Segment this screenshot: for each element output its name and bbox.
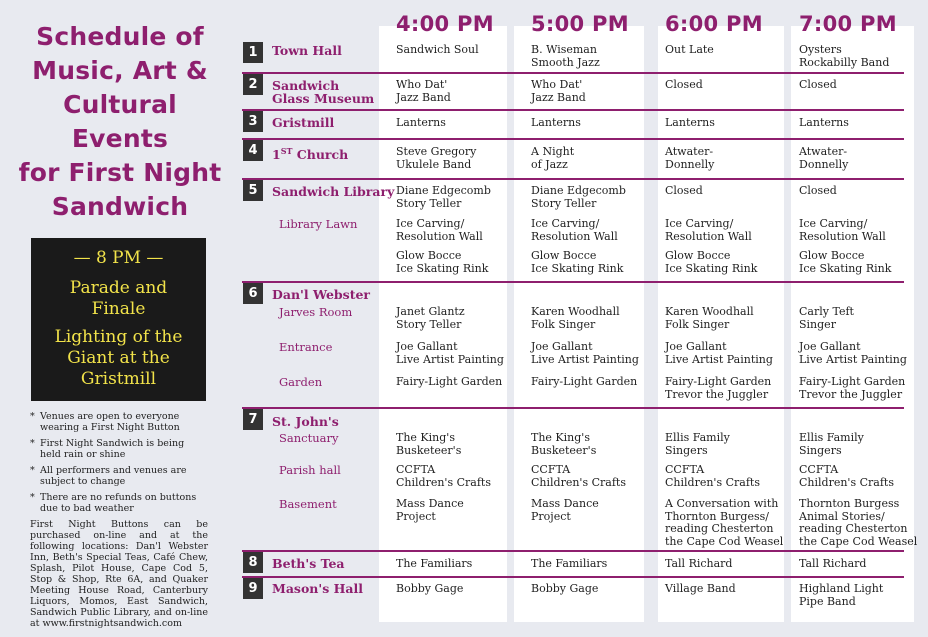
cell-line: Joe Gallant xyxy=(396,340,458,353)
schedule-cell xyxy=(665,464,760,489)
cell-line: Who Dat' xyxy=(531,78,583,91)
schedule-cell xyxy=(396,185,491,210)
cell-line: Lanterns xyxy=(531,116,581,129)
schedule-cell xyxy=(396,558,472,571)
note-item: * Venues are open to everyone wearing a First Night Button xyxy=(30,411,180,433)
cell-line: Diane Edgecomb xyxy=(531,184,626,197)
schedule-cell xyxy=(665,583,736,596)
cell-line: Lanterns xyxy=(799,116,849,129)
cell-line: Children's Crafts xyxy=(531,475,626,489)
venue-number: 3 xyxy=(243,111,263,132)
cell-line: CCFTA xyxy=(665,463,705,476)
cell-line: Sandwich Soul xyxy=(396,43,479,56)
venue-danl-webster: Dan'l Webster xyxy=(272,287,371,302)
asterisk-icon: * xyxy=(30,438,35,449)
cell-line: Children's Crafts xyxy=(396,475,491,489)
cell-line: Singers xyxy=(665,443,708,457)
schedule-cell xyxy=(799,376,905,401)
cell-line: Fairy-Light Garden xyxy=(799,375,906,388)
venue-first-church: 1ST Church xyxy=(272,146,349,163)
cell-line: Singers xyxy=(799,443,842,457)
cell-line: Live Artist Painting xyxy=(799,352,907,366)
schedule-cell xyxy=(531,146,574,171)
venue-st-johns: St. John's xyxy=(272,414,339,429)
schedule-cell xyxy=(531,250,623,275)
cell-line: Glow Bocce xyxy=(799,249,865,262)
cell-line: Project xyxy=(531,509,571,523)
cell-line: Highland Light xyxy=(799,582,884,595)
cell-line: Pipe Band xyxy=(799,594,856,608)
schedule-cell xyxy=(531,432,596,457)
cell-line: CCFTA xyxy=(531,463,571,476)
cell-line: Ellis Family xyxy=(665,431,730,444)
subvenue-parish-hall: Parish hall xyxy=(279,463,341,477)
cell-line: Karen Woodhall xyxy=(665,305,754,318)
cell-line: Atwater- xyxy=(799,145,848,158)
schedule-cell xyxy=(665,185,703,198)
schedule-cell xyxy=(531,498,599,523)
title-line: Music, Art & xyxy=(32,56,208,85)
cell-line: Resolution Wall xyxy=(665,229,752,243)
cell-line: Mass Dance xyxy=(531,497,599,510)
cell-line: Diane Edgecomb xyxy=(396,184,491,197)
schedule-cell xyxy=(531,376,637,389)
schedule-cell xyxy=(396,250,488,275)
note-item: * All performers and venues are subject to change xyxy=(30,465,187,487)
cell-line: Mass Dance xyxy=(396,497,464,510)
cell-line: Bobby Gage xyxy=(531,582,599,595)
cell-line: Story Teller xyxy=(396,317,462,331)
cell-line: Ellis Family xyxy=(799,431,864,444)
cell-line: Glow Bocce xyxy=(396,249,462,262)
finale-line: Finale xyxy=(91,299,146,319)
schedule-cell xyxy=(665,146,714,171)
time-header-7pm: 7:00 PM xyxy=(799,12,897,36)
cell-line: Tall Richard xyxy=(799,557,867,570)
asterisk-icon: * xyxy=(30,411,35,422)
cell-line: B. Wiseman xyxy=(531,43,597,56)
subvenue-basement: Basement xyxy=(279,497,337,511)
venue-number: 2 xyxy=(243,74,263,95)
schedule-cell xyxy=(799,250,891,275)
row-divider xyxy=(242,576,904,578)
cell-line: The King's xyxy=(531,431,590,444)
subvenue-sanctuary: Sanctuary xyxy=(279,431,339,445)
cell-line: Live Artist Painting xyxy=(665,352,773,366)
cell-line: of Jazz xyxy=(531,157,568,171)
venue-number: 4 xyxy=(243,140,263,161)
schedule-cell xyxy=(665,306,754,331)
cell-line: Closed xyxy=(799,78,837,91)
cell-line: Rockabilly Band xyxy=(799,55,890,69)
schedule-cell xyxy=(396,432,461,457)
title-line: for First Night xyxy=(18,158,222,187)
schedule-cell xyxy=(665,250,757,275)
cell-line: Out Late xyxy=(665,43,714,56)
schedule-cell xyxy=(665,376,771,401)
note-item: * There are no refunds on buttons due to bad weather xyxy=(30,492,197,514)
cell-line: Ice Carving/ xyxy=(396,217,465,230)
venue-number: 1 xyxy=(243,42,263,63)
schedule-cell xyxy=(799,341,907,366)
cell-line: CCFTA xyxy=(396,463,436,476)
row-divider xyxy=(242,138,904,140)
cell-line: Folk Singer xyxy=(531,317,596,331)
cell-line: Animal Stories/ xyxy=(799,509,885,523)
asterisk-icon: * xyxy=(30,492,35,503)
cell-line: The Familiars xyxy=(396,557,473,570)
schedule-cell xyxy=(665,218,752,243)
cell-line: Project xyxy=(396,509,436,523)
finale-line: Gristmill xyxy=(80,369,157,389)
cell-line: Smooth Jazz xyxy=(531,55,600,69)
buttons-info: First Night Buttons can be purchased on-line and at the following locations: Dan'l Webster Inn, Beth's Special Teas, Café Chew, Splash, Pilot House, Cape Cod 5, Stop & Shop, Rte 6A, and Quaker Meeting House Road, Canterbury Liquors, Momos, East Sandwich, Sandwich Public Library, and on-line at www.firstnightsandwich.com xyxy=(30,519,208,629)
schedule-cell xyxy=(396,376,502,389)
schedule-cell xyxy=(665,79,703,92)
venue-number: 7 xyxy=(243,409,263,430)
schedule-cell xyxy=(396,218,483,243)
finale-line: Lighting of the xyxy=(54,327,183,347)
cell-line: Busketeer's xyxy=(531,443,597,457)
asterisk-icon: * xyxy=(30,465,35,476)
note-item: * First Night Sandwich is being held rain or shine xyxy=(30,438,185,460)
row-divider xyxy=(242,550,904,552)
schedule-cell xyxy=(799,185,837,198)
time-header-5pm: 5:00 PM xyxy=(531,12,629,36)
venue-number: 6 xyxy=(243,283,263,304)
cell-line: the Cape Cod Weasel xyxy=(799,534,918,548)
schedule-cell xyxy=(799,464,894,489)
cell-line: Janet Glantz xyxy=(396,305,465,318)
title-line: Schedule of xyxy=(36,22,204,51)
venue-number: 8 xyxy=(243,552,263,573)
schedule-cell xyxy=(531,558,607,571)
cell-line: A Night xyxy=(531,145,575,158)
cell-line: Glow Bocce xyxy=(665,249,731,262)
schedule-cell xyxy=(665,44,714,57)
cell-line: Children's Crafts xyxy=(665,475,760,489)
cell-line: Children's Crafts xyxy=(799,475,894,489)
cell-line: Live Artist Painting xyxy=(531,352,639,366)
cell-line: Joe Gallant xyxy=(799,340,861,353)
schedule-cell xyxy=(799,146,848,171)
cell-line: Trevor the Juggler xyxy=(799,387,903,401)
cell-line: Donnelly xyxy=(665,157,715,171)
cell-line: Who Dat' xyxy=(396,78,448,91)
cell-line: Story Teller xyxy=(396,196,462,210)
schedule-cell xyxy=(799,558,866,571)
cell-line: A Conversation with xyxy=(665,497,779,510)
schedule-cell xyxy=(799,432,864,457)
venue-masons-hall: Mason's Hall xyxy=(272,581,364,596)
venue-glass-museum: Sandwich Glass Museum xyxy=(272,78,375,106)
cell-line: Donnelly xyxy=(799,157,849,171)
schedule-cell xyxy=(799,583,883,608)
cell-line: the Cape Cod Weasel xyxy=(665,534,784,548)
title-line: Sandwich xyxy=(51,192,189,221)
title-line: Cultural Events xyxy=(63,90,177,153)
subvenue-library-lawn: Library Lawn xyxy=(279,217,358,231)
cell-line: Ice Skating Rink xyxy=(799,261,892,275)
schedule-cell xyxy=(396,146,476,171)
schedule-cell xyxy=(396,306,465,331)
subvenue-jarves-room: Jarves Room xyxy=(279,305,353,319)
cell-line: Lanterns xyxy=(665,116,715,129)
cell-line: reading Chesterton xyxy=(665,522,774,535)
notes xyxy=(30,411,208,629)
venue-gristmill: Gristmill xyxy=(272,115,335,130)
finale-time: — 8 PM — xyxy=(73,248,164,268)
cell-line: Lanterns xyxy=(396,116,446,129)
venue-number: 5 xyxy=(243,180,263,201)
schedule-cell xyxy=(396,117,446,130)
cell-line: Singer xyxy=(799,317,836,331)
cell-line: Thornton Burgess xyxy=(799,497,900,510)
time-header-6pm: 6:00 PM xyxy=(665,12,763,36)
cell-line: Atwater- xyxy=(665,145,714,158)
schedule-cell xyxy=(396,464,491,489)
cell-line: Ice Carving/ xyxy=(799,217,868,230)
schedule-cell xyxy=(531,117,581,130)
cell-line: Ukulele Band xyxy=(396,157,472,171)
cell-line: Ice Skating Rink xyxy=(531,261,624,275)
cell-line: Busketeer's xyxy=(396,443,462,457)
cell-line: Resolution Wall xyxy=(531,229,618,243)
cell-line: Resolution Wall xyxy=(396,229,483,243)
row-divider xyxy=(242,407,904,409)
cell-line: Trevor the Juggler xyxy=(665,387,769,401)
schedule-cell xyxy=(531,218,618,243)
finale-line: Giant at the xyxy=(67,348,170,368)
row-divider xyxy=(242,178,904,180)
cell-line: Steve Gregory xyxy=(396,145,477,158)
cell-line: The Familiars xyxy=(531,557,608,570)
subvenue-garden: Garden xyxy=(279,375,323,389)
schedule-cell xyxy=(799,498,917,548)
schedule-cell xyxy=(799,79,837,92)
cell-line: Folk Singer xyxy=(665,317,730,331)
time-header-4pm: 4:00 PM xyxy=(396,12,494,36)
cell-line: reading Chesterton xyxy=(799,522,908,535)
schedule-cell xyxy=(799,218,886,243)
venue-town-hall: Town Hall xyxy=(272,43,342,58)
schedule-cell xyxy=(665,117,715,130)
cell-line: The King's xyxy=(396,431,455,444)
schedule-cell xyxy=(396,498,464,523)
cell-line: Jazz Band xyxy=(396,90,451,104)
cell-line: Oysters xyxy=(799,43,842,56)
cell-line: Closed xyxy=(665,184,703,197)
cell-line: Bobby Gage xyxy=(396,582,464,595)
schedule-cell xyxy=(531,185,626,210)
cell-line: Joe Gallant xyxy=(665,340,727,353)
cell-line: Carly Teft xyxy=(799,305,854,318)
cell-line: Ice Skating Rink xyxy=(396,261,489,275)
schedule-cell xyxy=(396,79,451,104)
schedule-cell xyxy=(799,117,849,130)
cell-line: Ice Skating Rink xyxy=(665,261,758,275)
schedule-cell xyxy=(531,79,586,104)
schedule-cell xyxy=(531,583,598,596)
cell-line: Joe Gallant xyxy=(531,340,593,353)
venue-number: 9 xyxy=(243,578,263,599)
cell-line: Thornton Burgess/ xyxy=(665,509,769,523)
schedule-cell xyxy=(665,498,783,548)
schedule-cell xyxy=(799,44,889,69)
venue-sandwich-library: Sandwich Library xyxy=(272,184,395,199)
schedule-cell xyxy=(799,306,854,331)
schedule-cell xyxy=(665,432,730,457)
cell-line: Story Teller xyxy=(531,196,597,210)
schedule-cell xyxy=(531,44,600,69)
finale-line: Parade and xyxy=(69,278,168,298)
cell-line: Tall Richard xyxy=(665,557,733,570)
schedule-cell xyxy=(531,464,626,489)
cell-line: Resolution Wall xyxy=(799,229,886,243)
subvenue-entrance: Entrance xyxy=(279,340,333,354)
schedule-cell xyxy=(531,341,639,366)
cell-line: Closed xyxy=(799,184,837,197)
venue-beths-tea: Beth's Tea xyxy=(272,556,345,571)
schedule-cell xyxy=(396,44,479,57)
cell-line: Karen Woodhall xyxy=(531,305,620,318)
cell-line: Live Artist Painting xyxy=(396,352,504,366)
schedule-cell xyxy=(665,558,732,571)
finale-box xyxy=(31,238,206,401)
cell-line: Ice Carving/ xyxy=(665,217,734,230)
schedule-cell xyxy=(665,341,773,366)
cell-line: Closed xyxy=(665,78,703,91)
row-divider xyxy=(242,72,904,74)
cell-line: Fairy-Light Garden xyxy=(665,375,772,388)
page-title xyxy=(14,20,226,224)
cell-line: Village Band xyxy=(665,582,736,595)
cell-line: Fairy-Light Garden xyxy=(531,375,638,388)
row-divider xyxy=(242,109,904,111)
schedule-cell xyxy=(531,306,620,331)
cell-line: Ice Carving/ xyxy=(531,217,600,230)
cell-line: CCFTA xyxy=(799,463,839,476)
cell-line: Fairy-Light Garden xyxy=(396,375,503,388)
schedule-cell xyxy=(396,583,463,596)
cell-line: Glow Bocce xyxy=(531,249,597,262)
cell-line: Jazz Band xyxy=(531,90,586,104)
schedule-cell xyxy=(396,341,504,366)
row-divider xyxy=(242,281,904,283)
